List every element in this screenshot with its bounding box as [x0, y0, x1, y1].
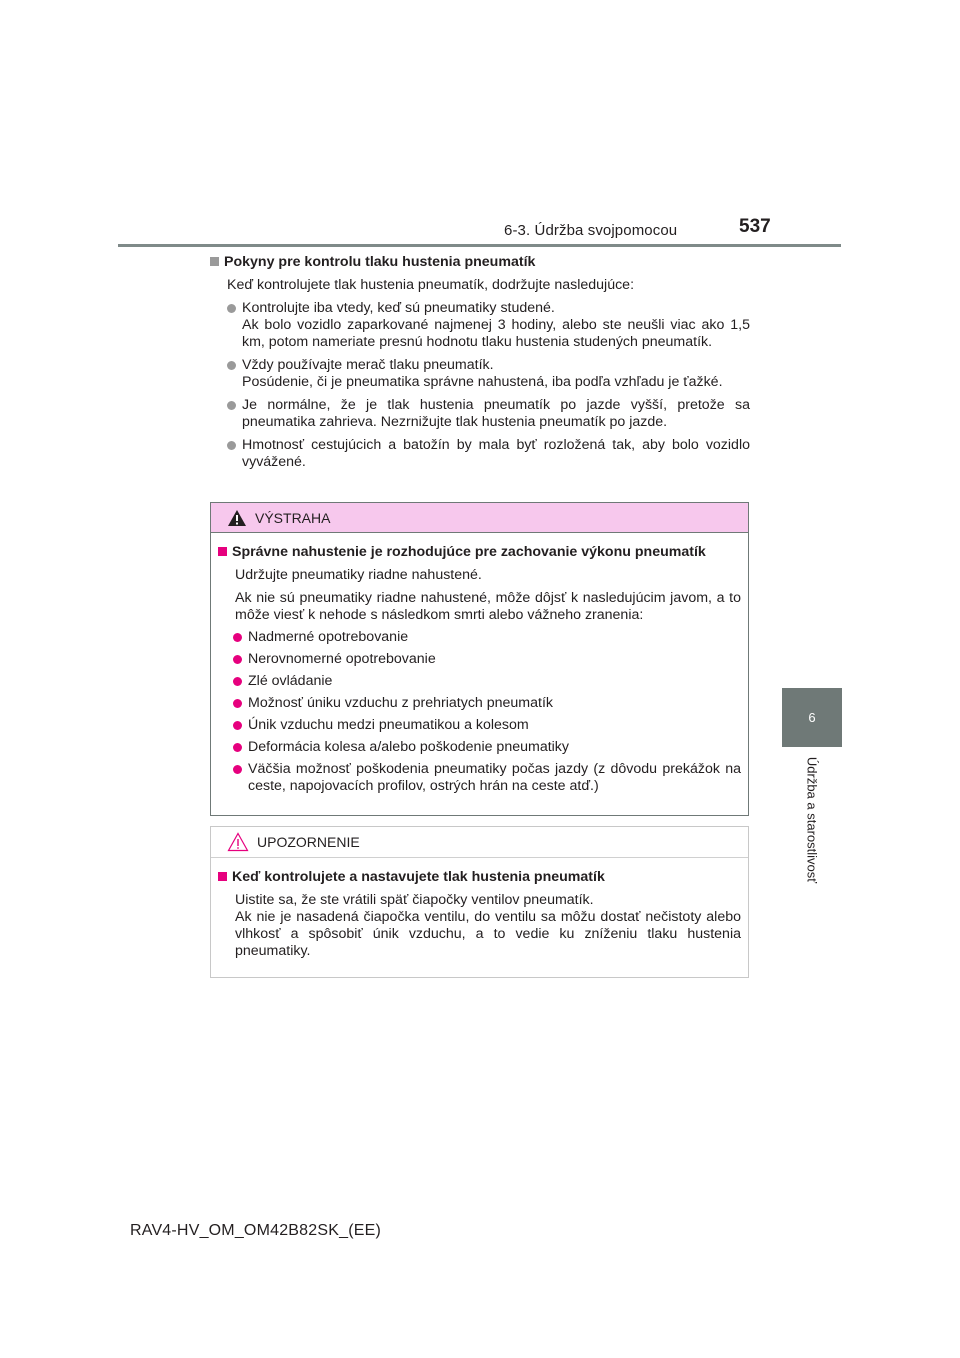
intro-paragraph: Keď kontrolujete tlak hustenia pneumatík, dodržujte nasledujúce: — [227, 277, 635, 293]
circle-bullet-icon — [227, 304, 236, 313]
circle-bullet-icon — [233, 765, 242, 774]
warning-header — [211, 503, 748, 533]
list-item-title: Hmotnosť cestujúcich a batožín by mala byť rozložená tak, aby bolo vozidlo vyvážené. — [242, 437, 750, 470]
caution-triangle-icon — [227, 832, 249, 852]
chapter-number: 6 — [808, 710, 816, 725]
warning-heading-text: Správne nahustenie je rozhodujúce pre zachovanie výkonu pneumatík — [232, 544, 706, 560]
list-item-text: Posúdenie, či je pneumatika správne nahustená, iba podľa vzhľadu je ťažké. — [242, 374, 723, 390]
list-item — [210, 300, 750, 351]
list-item-text: Možnosť úniku vzduchu z prehriatych pneumatík — [248, 695, 553, 711]
header-rule — [118, 244, 841, 247]
list-item — [218, 739, 741, 756]
caution-paragraph: Ak nie je nasadená čiapočka ventilu, do ventilu sa môžu dostať nečistoty alebo vlhkosť a spôsobiť únik vzduchu, a to vedie ku zníženiu tlaku hustenia pneumatiky. — [235, 909, 741, 959]
list-item-text: Ak bolo vozidlo zaparkované najmenej 3 hodiny, alebo ste neušli viac ako 1,5 km, potom nameriate presnú hodnotu tlaku hustenia studených pneumatík. — [242, 317, 750, 350]
warning-box — [210, 502, 749, 816]
page-number: 537 — [739, 216, 771, 237]
square-bullet-icon — [218, 547, 227, 556]
square-bullet-icon — [218, 872, 227, 881]
circle-bullet-icon — [227, 361, 236, 370]
list-item — [218, 651, 741, 668]
caution-box — [210, 826, 749, 978]
running-header-section: 6-3. Údržba svojpomocou — [504, 222, 678, 239]
list-item-title: Je normálne, že je tlak hustenia pneumatík po jazde vyšší, pretože sa pneumatika zahrieva. Nezrnižujte tlak hustenia pneumatík po jazde. — [242, 397, 750, 430]
main-content — [210, 254, 750, 471]
list-item-text: Deformácia kolesa a/alebo poškodenie pneumatiky — [248, 739, 569, 755]
list-item-text: Zlé ovládanie — [248, 673, 333, 689]
list-item — [218, 629, 741, 646]
circle-bullet-icon — [233, 699, 242, 708]
circle-bullet-icon — [233, 655, 242, 664]
warning-heading — [218, 544, 741, 561]
list-item-title: Vždy používajte merač tlaku pneumatík. — [242, 357, 494, 373]
list-item-text: Nadmerné opotrebovanie — [248, 629, 409, 645]
list-item — [218, 761, 741, 795]
caution-paragraph: Uistite sa, že ste vrátili späť čiapočky ventilov pneumatík. — [235, 892, 594, 908]
caution-header — [211, 827, 748, 858]
circle-bullet-icon — [227, 441, 236, 450]
warning-label: VÝSTRAHA — [255, 509, 331, 526]
warning-paragraph: Udržujte pneumatiky riadne nahustené. — [235, 567, 482, 583]
list-item — [218, 695, 741, 712]
section-heading — [210, 254, 750, 271]
list-item — [218, 717, 741, 734]
section-heading-text: Pokyny pre kontrolu tlaku hustenia pneumatík — [224, 254, 536, 270]
list-item — [218, 673, 741, 690]
circle-bullet-icon — [227, 401, 236, 410]
circle-bullet-icon — [233, 743, 242, 752]
list-item — [210, 437, 750, 471]
list-item-title: Kontrolujte iba vtedy, keď sú pneumatiky studené. — [242, 300, 555, 316]
list-item-text: Únik vzduchu medzi pneumatikou a kolesom — [248, 717, 529, 733]
caution-label: UPOZORNENIE — [257, 834, 360, 850]
circle-bullet-icon — [233, 677, 242, 686]
chapter-tab-number — [782, 688, 842, 747]
caution-heading-text: Keď kontrolujete a nastavujete tlak hustenia pneumatík — [232, 869, 605, 885]
list-item-text: Nerovnomerné opotrebovanie — [248, 651, 436, 667]
list-item-text: Väčšia možnosť poškodenia pneumatiky počas jazdy (z dôvodu prekážok na ceste, napojovacích profilov, ostrých hrán na ceste atď.) — [248, 761, 741, 794]
circle-bullet-icon — [233, 721, 242, 730]
square-bullet-icon — [210, 257, 219, 266]
list-item — [210, 397, 750, 431]
warning-paragraph: Ak nie sú pneumatiky riadne nahustené, môže dôjsť k nasledujúcim javom, a to môže viesť k nehode s následkom smrti alebo vážneho zranenia: — [235, 590, 741, 623]
circle-bullet-icon — [233, 633, 242, 642]
warning-triangle-icon — [227, 509, 247, 527]
caution-heading — [218, 869, 741, 886]
document-code: RAV4-HV_OM_OM42B82SK_(EE) — [130, 1222, 382, 1239]
list-item — [210, 357, 750, 391]
chapter-tab-label: Údržba a starostlivosť — [804, 756, 820, 884]
